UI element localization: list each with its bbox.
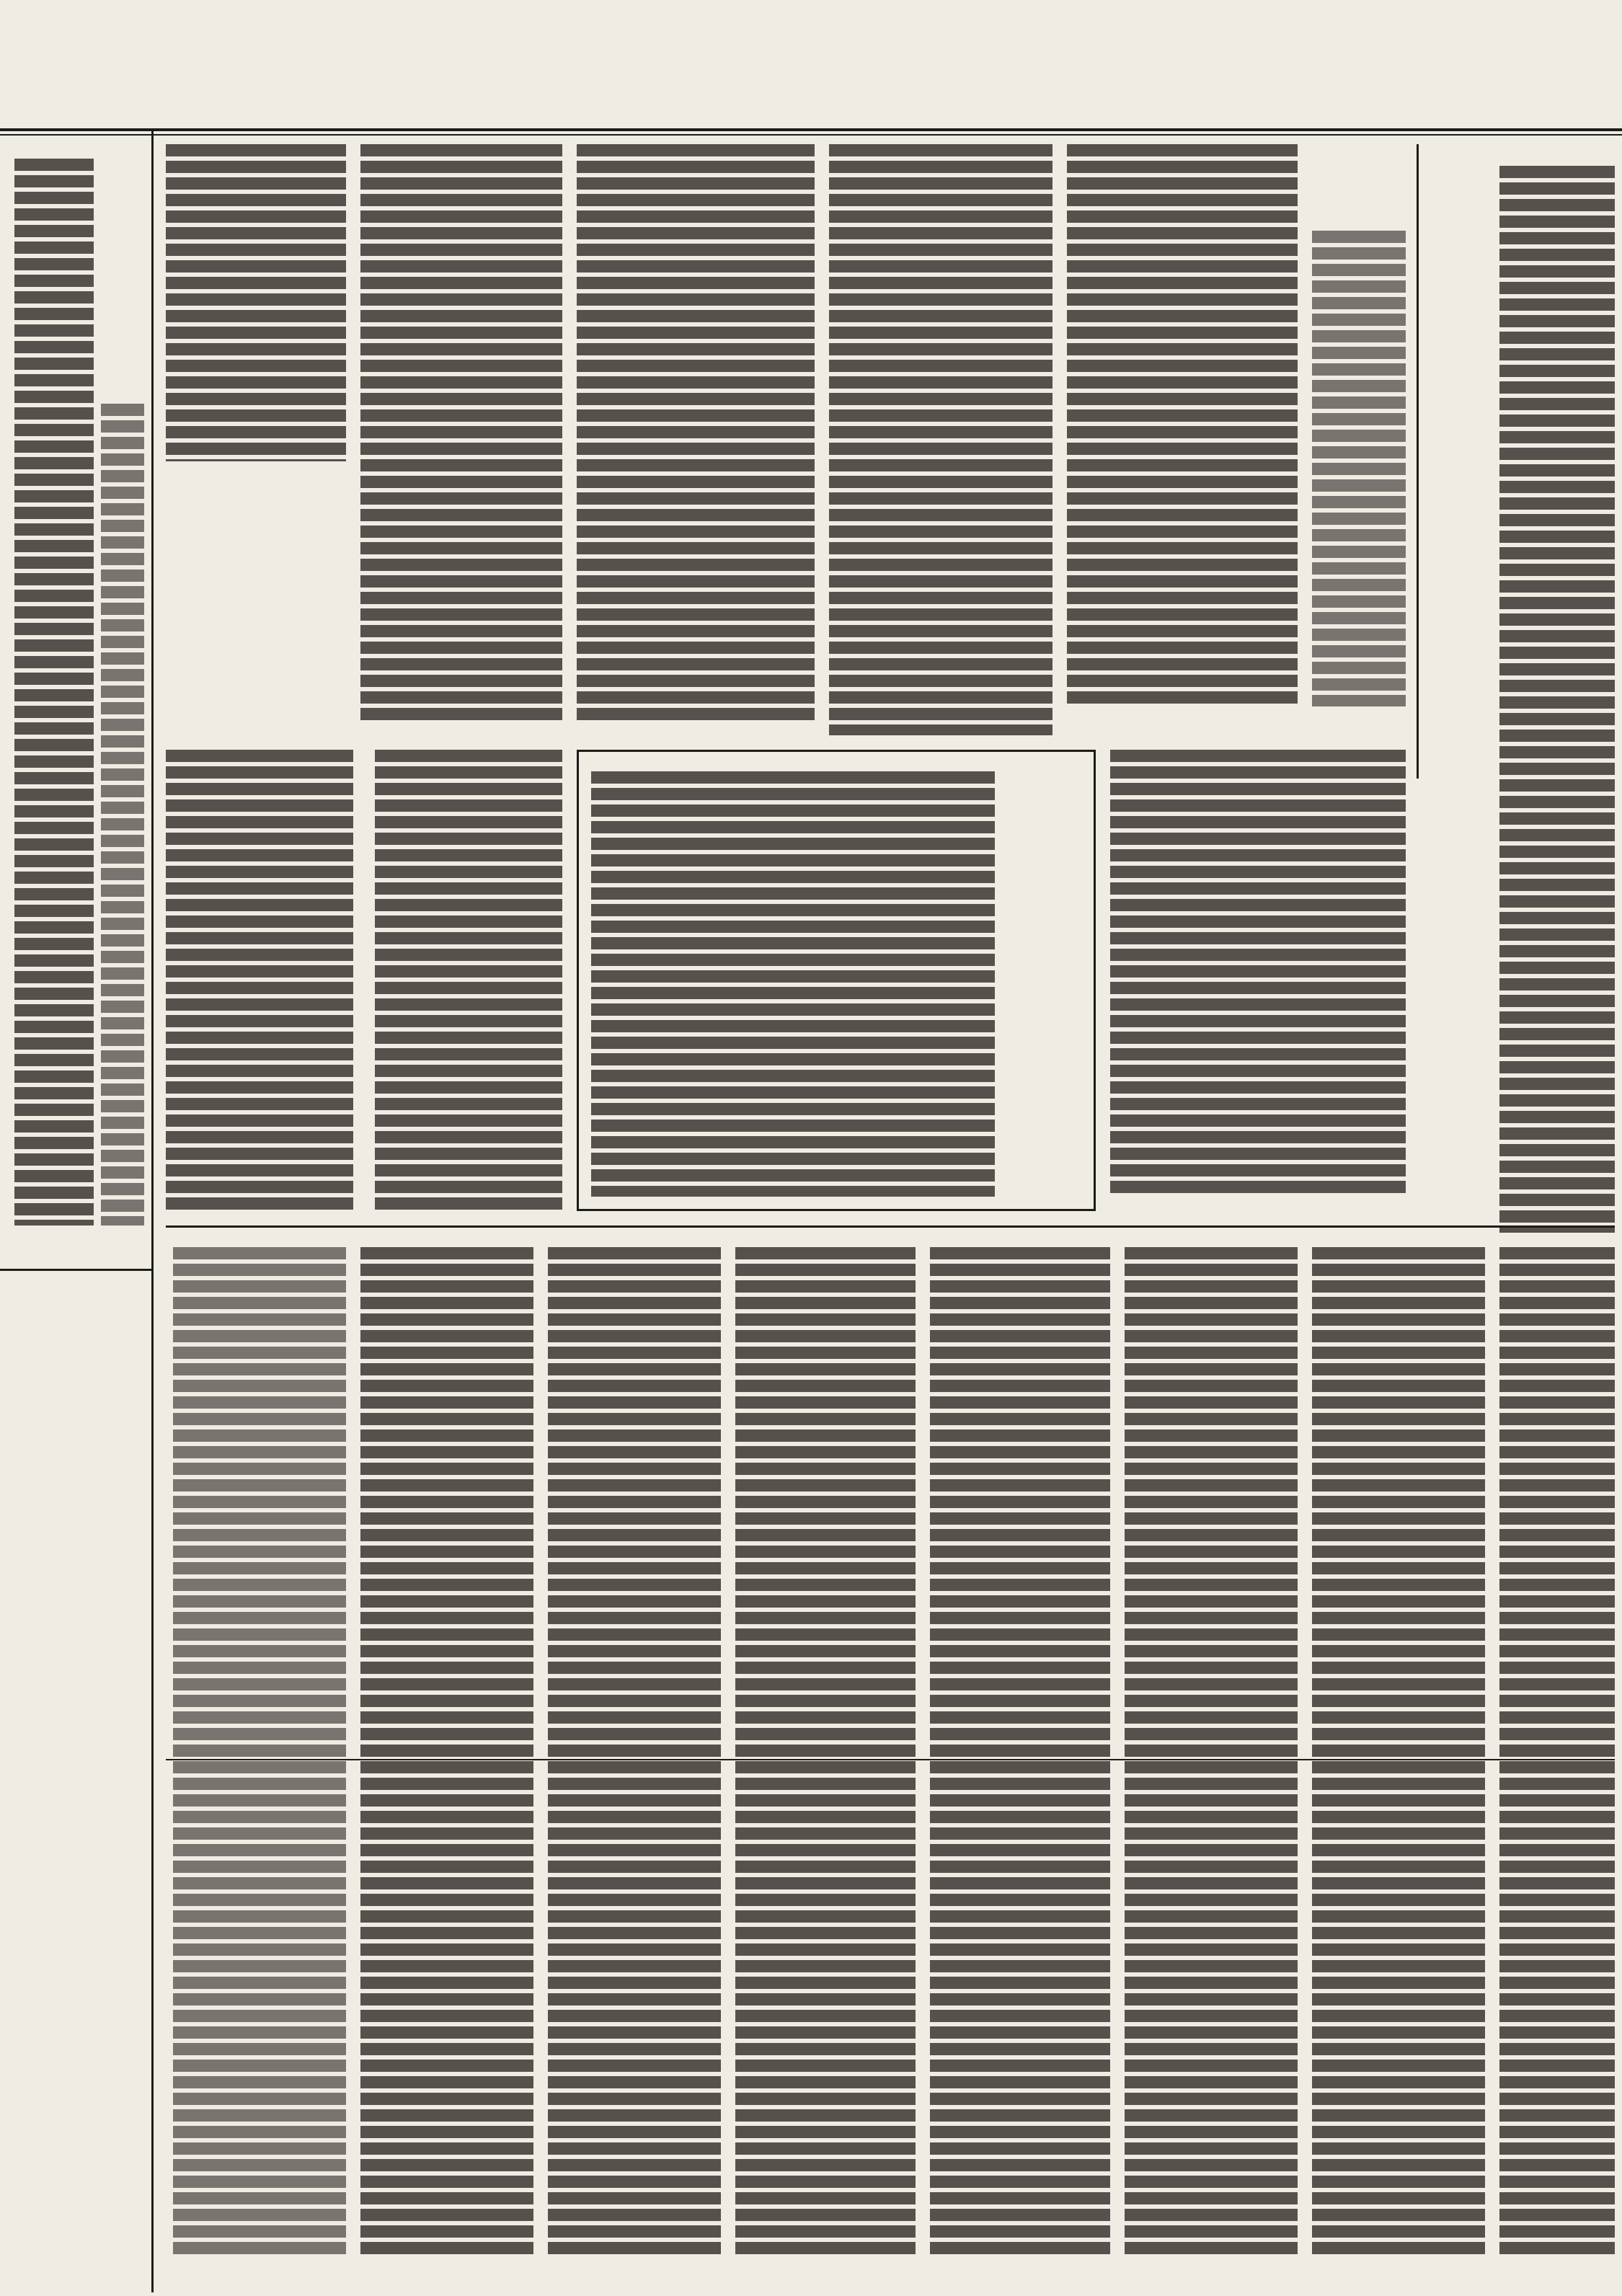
text-block — [166, 750, 353, 1211]
ad-divider — [0, 1269, 151, 1271]
text-block — [548, 1247, 721, 2256]
text-block — [591, 771, 995, 1197]
banner-rule — [1417, 144, 1419, 779]
text-block — [930, 1247, 1110, 2256]
lower-rule — [166, 1759, 1615, 1760]
text-block — [829, 144, 1052, 735]
mid-rule — [166, 1225, 1615, 1228]
text-block — [375, 750, 562, 1211]
text-block — [577, 144, 815, 721]
text-block — [1125, 1247, 1298, 2256]
text-block — [1067, 144, 1298, 706]
text-block — [1110, 750, 1406, 1197]
text-block — [173, 1247, 346, 2256]
text-block — [360, 144, 562, 721]
text-block — [735, 1247, 916, 2256]
text-block — [101, 404, 144, 1225]
text-block — [1499, 1247, 1615, 2256]
top-rule-thin — [0, 134, 1622, 136]
text-block — [360, 1247, 533, 2256]
ad-column-border — [151, 130, 154, 2292]
text-block — [166, 144, 346, 461]
text-block — [1499, 166, 1615, 1233]
text-block — [14, 159, 94, 1225]
top-rule — [0, 128, 1622, 131]
text-block — [1312, 231, 1406, 706]
text-block — [1312, 1247, 1485, 2256]
